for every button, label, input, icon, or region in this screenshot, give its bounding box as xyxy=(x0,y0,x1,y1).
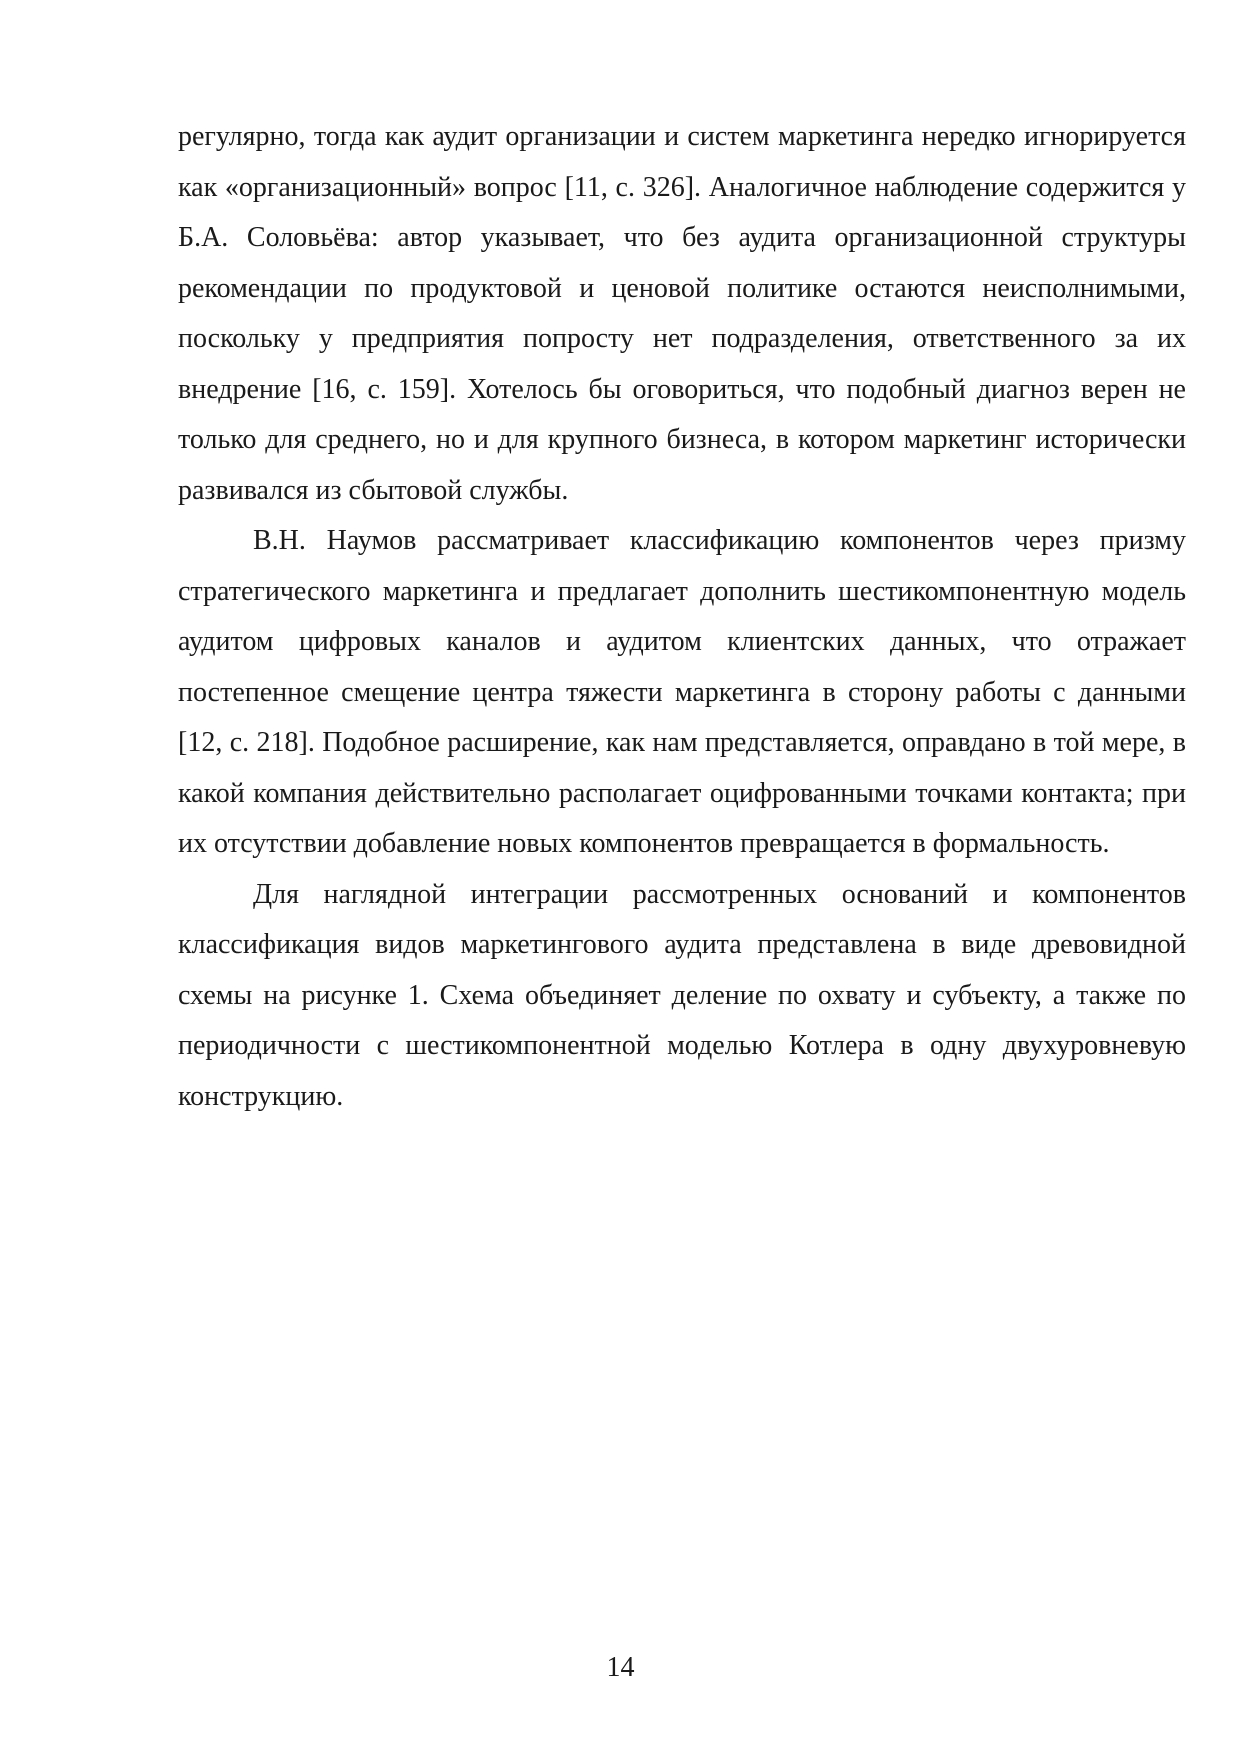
body-text xyxy=(178,112,1186,1122)
paragraph-continuation: регулярно, тогда как аудит организации и систем маркетинга нередко игнорируется как «организационный» вопрос [11, с. 326]. Аналогичное наблюдение содержится у Б.А. Соловьёва: автор указывает, что без аудита организационной структуры рекомендации по продуктовой и ценовой политике остаются неисполнимыми, поскольку у предприятия попросту нет подразделения, ответственного за их внедрение [16, с. 159]. Хотелось бы оговориться, что подобный диагноз верен не только для среднего, но и для крупного бизнеса, в котором маркетинг исторически развивался из сбытовой службы. xyxy=(178,121,1186,506)
page-number: 14 xyxy=(606,1652,635,1683)
paragraph-naumov: В.Н. Наумов рассматривает классификацию компонентов через призму стратегического маркетинга и предлагает дополнить шестикомпонентную модель аудитом цифровых каналов и аудитом клиентских данных, что отражает постепенное смещение центра тяжести маркетинга в сторону работы с данными [12, с. 218]. Подобное расширение, как нам представляется, оправдано в той мере, в какой компания действительно располагает оцифрованными точками контакта; при их отсутствии добавление новых компонентов превращается в формальность. xyxy=(178,525,1186,859)
paragraph-figure-intro: Для наглядной интеграции рассмотренных оснований и компонентов классификация видов маркетингового аудита представлена в виде древовидной схемы на рисунке 1. Схема объединяет деление по охвату и субъекту, а также по периодичности с шестикомпонентной моделью Котлера в одну двухуровневую конструкцию. xyxy=(178,878,1186,1112)
